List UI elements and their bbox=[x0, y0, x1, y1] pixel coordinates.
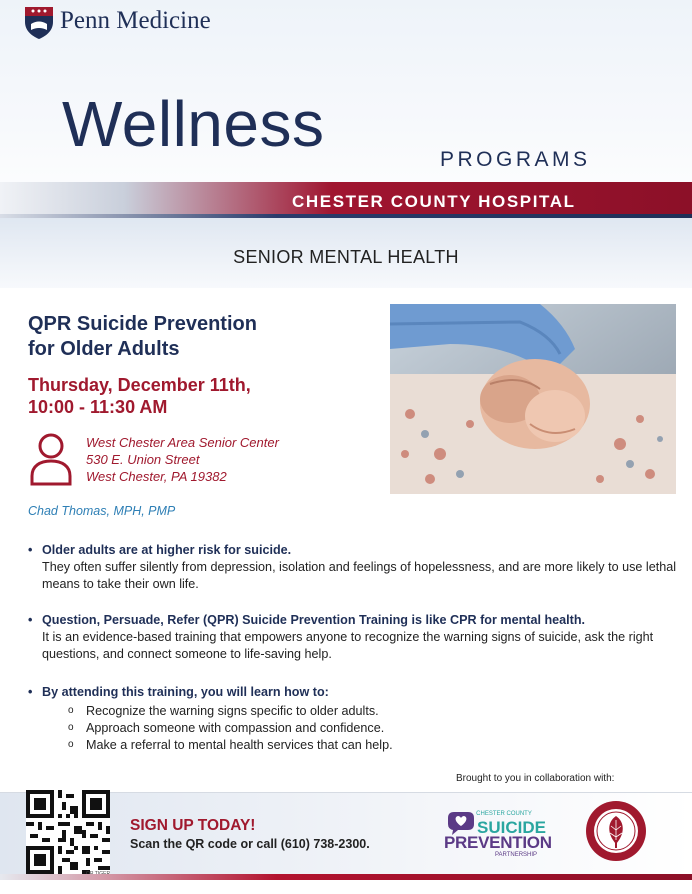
suicide-prevention-partnership-logo bbox=[444, 808, 554, 858]
bullet-heading: • Question, Persuade, Refer (QPR) Suicide Prevention Training is like CPR for mental health. bbox=[28, 612, 678, 629]
senior-center-seal-icon bbox=[585, 800, 647, 862]
signup-heading: SIGN UP TODAY! bbox=[130, 817, 256, 834]
event-time-line: 10:00 - 11:30 AM bbox=[28, 397, 168, 417]
programs-heading: PROGRAMS bbox=[440, 148, 591, 171]
event-title-line: QPR Suicide Prevention bbox=[28, 313, 257, 335]
presenter-name: Chad Thomas, MPH, PMP bbox=[28, 504, 176, 518]
event-date-line: Thursday, December 11th, bbox=[28, 375, 251, 395]
bullet-text: It is an evidence-based training that empowers anyone to recognize the warning signs of suicide, ask the right questions, and connect someone to life-saving help. bbox=[42, 630, 654, 661]
bullet-risk bbox=[28, 542, 678, 593]
bullet-learn bbox=[28, 684, 678, 754]
event-location bbox=[86, 434, 279, 485]
signup-instructions: Scan the QR code or call (610) 738-2300. bbox=[130, 837, 370, 851]
location-line: 530 E. Union Street bbox=[86, 452, 200, 467]
event-title bbox=[28, 312, 257, 362]
event-date bbox=[28, 374, 251, 418]
footer-bottom-margin bbox=[0, 880, 692, 894]
collaboration-note: Brought to you in collaboration with: bbox=[456, 773, 615, 784]
bullet-qpr bbox=[28, 612, 678, 663]
bullet-text: They often suffer silently from depression, isolation and feelings of hopelessness, and are more likely to use lethal means to take their own life. bbox=[42, 560, 677, 591]
partner-county-text: CHESTER COUNTY bbox=[476, 811, 532, 817]
category-title: SENIOR MENTAL HEALTH bbox=[233, 247, 459, 267]
partner-prevention-text: PREVENTION bbox=[444, 833, 552, 852]
brand-name: Penn Medicine bbox=[60, 7, 211, 34]
wellness-heading: Wellness bbox=[62, 88, 325, 160]
bullet-heading: • Older adults are at higher risk for suicide. bbox=[28, 542, 678, 559]
hospital-name: CHESTER COUNTY HOSPITAL bbox=[292, 192, 576, 211]
partner-suicide-text: SUICIDE bbox=[477, 818, 546, 837]
event-title-line: for Older Adults bbox=[28, 338, 180, 360]
location-line: West Chester, PA 19382 bbox=[86, 469, 227, 484]
learn-item: o Approach someone with compassion and confidence. bbox=[28, 720, 678, 737]
location-line: West Chester Area Senior Center bbox=[86, 435, 279, 450]
bullet-heading: • By attending this training, you will learn how to: bbox=[28, 684, 678, 701]
person-location-icon bbox=[28, 430, 74, 486]
learn-item: o Recognize the warning signs specific to older adults. bbox=[28, 703, 678, 720]
penn-shield-icon bbox=[24, 6, 54, 40]
qr-code-icon[interactable] bbox=[26, 790, 110, 874]
holding-hands-photo bbox=[390, 304, 676, 494]
learn-item: o Make a referral to mental health services that can help. bbox=[28, 737, 678, 754]
partner-partnership-text: PARTNERSHIP bbox=[494, 852, 538, 858]
